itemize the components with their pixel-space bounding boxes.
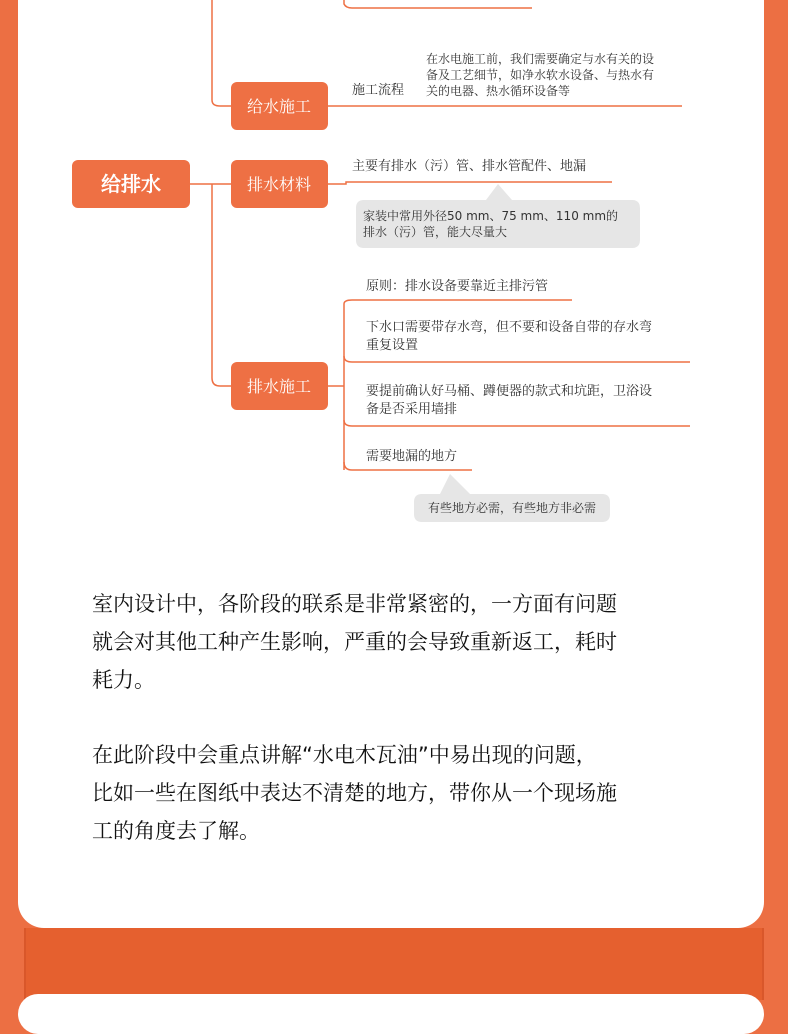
material-bubble-line: 家装中常用外径50 mm、75 mm、110 mm的 [363, 209, 619, 223]
material-bubble-line: 排水（污）管，能大尽量大 [363, 225, 508, 239]
drain-item-text: 重复设置 [366, 338, 419, 353]
root-node [72, 160, 190, 208]
body-paragraph-2 [92, 736, 712, 850]
drain-item-text: 需要地漏的地方 [366, 449, 458, 464]
paragraph-line: 就会对其他工种产生影响，严重的会导致重新返工，耗时 [92, 630, 617, 654]
supply-note-line: 备及工艺细节，如净水软水设备、与热水有 [426, 68, 655, 82]
supply-note-line: 在水电施工前，我们需要确定与水有关的设 [426, 52, 655, 66]
branch-label-drain-material: 排水材料 [246, 175, 312, 194]
paragraph-line: 耗力。 [92, 668, 155, 692]
paragraph-line: 工的角度去了解。 [92, 819, 260, 843]
supply-sub-label: 施工流程 [352, 83, 405, 98]
drain-item-text: 下水口需要带存水弯，但不要和设备自带的存水弯 [366, 320, 653, 335]
material-callout-bubble [356, 184, 640, 248]
paragraph-line: 在此阶段中会重点讲解“水电木瓦油”中易出现的问题， [92, 743, 597, 767]
next-content-card [18, 994, 764, 1034]
section-divider-band [24, 928, 764, 1000]
drain-callout-bubble [414, 474, 610, 522]
root-node-label: 给排水 [101, 172, 161, 196]
branch-node-drain-construction [231, 362, 328, 410]
drain-item-text: 要提前确认好马桶、蹲便器的款式和坑距，卫浴设 [366, 384, 653, 399]
body-paragraph-1 [92, 585, 712, 699]
paragraph-line: 比如一些在图纸中表达不清楚的地方，带你从一个现场施 [92, 781, 617, 805]
drain-item-text: 原则：排水设备要靠近主排污管 [366, 279, 549, 294]
branch-node-drain-material [231, 160, 328, 208]
supply-note-line: 关的电器、热水循环设备等 [426, 84, 571, 98]
material-text: 主要有排水（污）管、排水管配件、地漏 [352, 159, 587, 174]
drain-item-text: 备是否采用墙排 [366, 402, 458, 417]
paragraph-line: 室内设计中，各阶段的联系是非常紧密的，一方面有问题 [92, 592, 617, 616]
supply-note [426, 51, 654, 98]
branch-node-water-supply [231, 82, 328, 130]
branch-label-water-supply: 给水施工 [246, 97, 312, 116]
branch-label-drain-construction: 排水施工 [246, 377, 312, 396]
drain-items [366, 278, 652, 464]
drain-bubble-text: 有些地方必需，有些地方非必需 [427, 501, 597, 515]
